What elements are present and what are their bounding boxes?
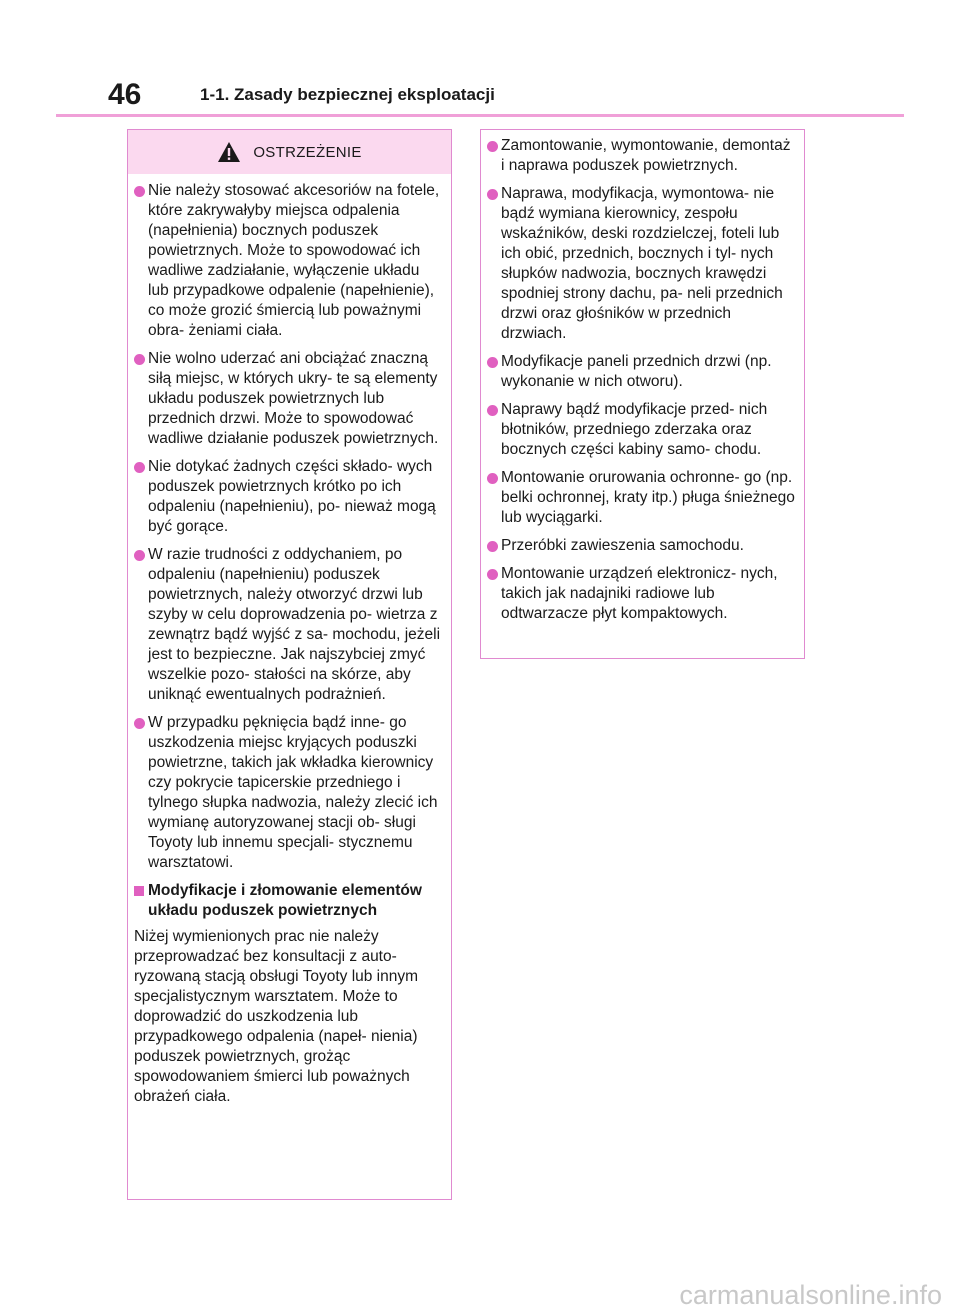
modification-item-text: Zamontowanie, wymontowanie, demontaż i naprawa poduszek powietrznych. <box>501 137 791 174</box>
square-bullet-icon <box>134 886 144 896</box>
bullet-dot-icon <box>487 541 498 552</box>
warning-bullet <box>134 457 443 537</box>
warning-bullet <box>134 545 443 705</box>
bullet-dot-icon <box>487 405 498 416</box>
modification-item <box>487 184 796 344</box>
warning-box-right <box>480 129 805 659</box>
bullet-dot-icon <box>134 354 145 365</box>
warning-content-left <box>128 174 451 1107</box>
modification-item-text: Modyfikacje paneli przednich drzwi (np. wykonanie w nich otworu). <box>501 353 772 390</box>
warning-bullet-text: W razie trudności z oddychaniem, po odpaleniu (napełnieniu) poduszek powietrznych, należy otworzyć drzwi lub szyby w celu doprowadzenia po- wietrza z zewnątrz bądź wyjść z sa- mochodu, jeżeli jest to bezpieczne. Jak najszybciej zmyć wszelkie pozo- stałości na skórze, aby uniknąć ewentualnych podrażnień. <box>148 546 441 703</box>
section-title: 1-1. Zasady bezpiecznej eksploatacji <box>200 85 495 104</box>
modification-item <box>487 468 796 528</box>
page-number: 46 <box>108 78 142 111</box>
modification-item-text: Montowanie orurowania ochronne- go (np. belki ochronnej, kraty itp.) pługa śnieżnego lub wyciągarki. <box>501 469 795 526</box>
warning-title-bar <box>128 130 451 174</box>
bullet-dot-icon <box>487 189 498 200</box>
warning-content-right <box>481 130 804 624</box>
bullet-dot-icon <box>487 357 498 368</box>
bullet-dot-icon <box>134 718 145 729</box>
warning-bullet <box>134 713 443 873</box>
warning-bullet-text: Nie wolno uderzać ani obciążać znaczną siłą miejsc, w których ukry- te są elementy układu poduszek powietrznych lub przednich drzwi. Może to spowodować wadliwe działanie poduszek powietrznych. <box>148 350 439 447</box>
warning-bullet <box>134 349 443 449</box>
warning-bullet-text: Nie dotykać żadnych części składo- wych poduszek powietrznych krótko po ich odpaleniu (napełnieniu), po- nieważ mogą być gorące. <box>148 458 436 535</box>
modification-item <box>487 536 796 556</box>
page-header <box>0 0 960 120</box>
bullet-dot-icon <box>487 569 498 580</box>
modifications-subheading <box>134 881 443 921</box>
modification-item <box>487 136 796 176</box>
modification-item <box>487 400 796 460</box>
modification-item <box>487 564 796 624</box>
modification-item-text: Naprawy bądź modyfikacje przed- nich błotników, przedniego zderzaka oraz bocznych części kabiny samo- chodu. <box>501 401 768 458</box>
warning-triangle-icon <box>217 141 241 163</box>
modification-item <box>487 352 796 392</box>
bullet-dot-icon <box>487 141 498 152</box>
subheading-text: Modyfikacje i złomowanie elementów układu poduszek powietrznych <box>148 882 422 919</box>
header-divider <box>56 114 904 117</box>
bullet-dot-icon <box>487 473 498 484</box>
warning-bullet-text: Nie należy stosować akcesoriów na fotele, które zakrywałyby miejsca odpalenia (napełnienia) bocznych poduszek powietrznych. Może to spowodować ich wadliwe zadziałanie, wyłączenie układu lub przypadkowe odpalenie (napełnienie), co może grozić śmiercią lub poważnymi obra- żeniami ciała. <box>148 182 440 339</box>
bullet-dot-icon <box>134 462 145 473</box>
watermark: carmanualsonline.info <box>679 1280 942 1310</box>
warning-bullet <box>134 181 443 341</box>
bullet-dot-icon <box>134 550 145 561</box>
modification-item-text: Przeróbki zawieszenia samochodu. <box>501 537 744 554</box>
modifications-paragraph: Niżej wymienionych prac nie należy przeprowadzać bez konsultacji z auto- ryzowaną stacją obsługi Toyoty lub innym specjalistycznym warsztatem. Może to doprowadzić do uszkodzenia lub przypadkowego odpalenia (napeł- nienia) poduszek powietrznych, grożąc spowodowaniem śmierci lub poważnych obrażeń ciała. <box>134 928 419 1105</box>
warning-title: OSTRZEŻENIE <box>253 143 362 161</box>
warning-box-left <box>127 129 452 1200</box>
modification-item-text: Montowanie urządzeń elektronicz- nych, takich jak nadajniki radiowe lub odtwarzacze płyt kompaktowych. <box>501 565 778 622</box>
modification-item-text: Naprawa, modyfikacja, wymontowa- nie bądź wymiana kierownicy, zespołu wskaźników, deski rozdzielczej, foteli lub ich obić, przednich, bocznych i tyl- nych słupków nadwozia, bocznych krawędzi spodniej strony dachu, pa- neli przednich drzwi oraz głośników w przednich drzwiach. <box>501 185 783 342</box>
warning-bullet-text: W przypadku pęknięcia bądź inne- go uszkodzenia miejsc kryjących poduszki powietrzne, takich jak wkładka kierownicy czy pokrycie tapicerskie przedniego i tylnego słupka nadwozia, należy zlecić ich wymianę autoryzowanej stacji ob- sługi Toyoty lub innemu specjali- stycznemu warsztatowi. <box>148 714 438 871</box>
bullet-dot-icon <box>134 186 145 197</box>
